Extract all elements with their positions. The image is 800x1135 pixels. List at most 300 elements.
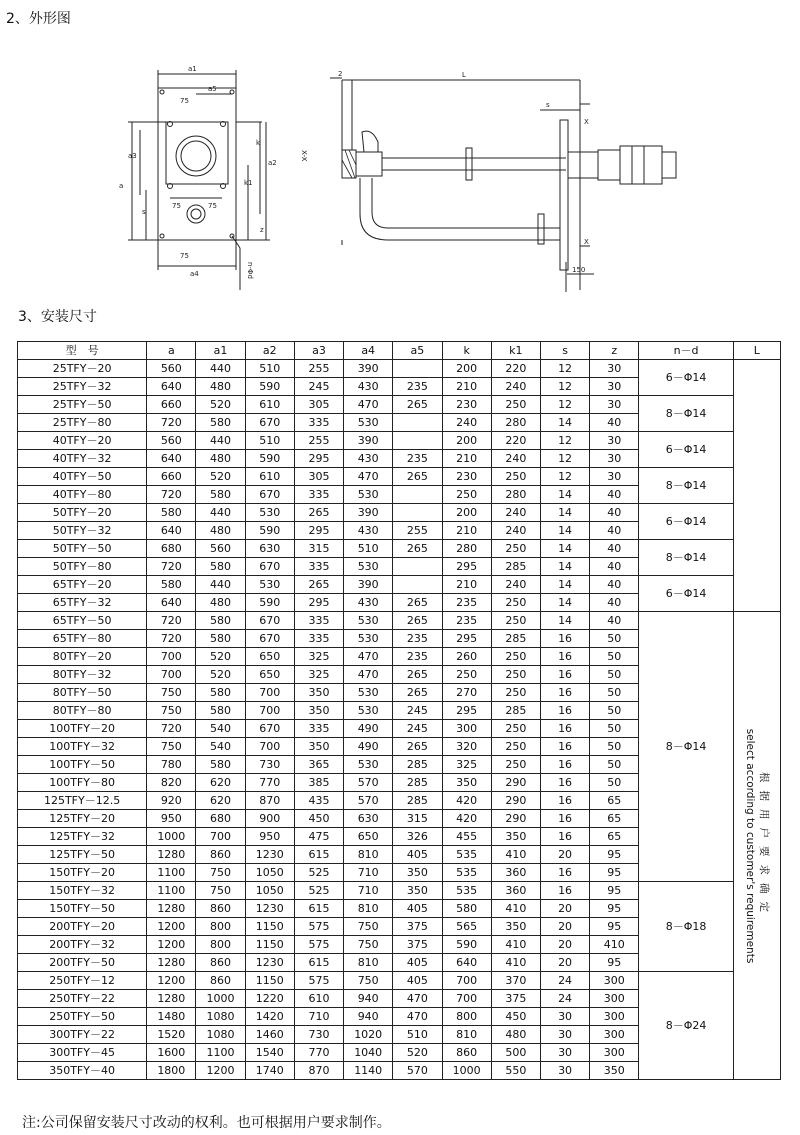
cell-a1: 680 <box>196 810 245 828</box>
cell-a4: 570 <box>344 774 393 792</box>
cell-k: 320 <box>442 738 491 756</box>
cell-a2: 700 <box>245 684 294 702</box>
cell-a1: 440 <box>196 504 245 522</box>
cell-a2: 1150 <box>245 936 294 954</box>
table-row <box>18 612 781 630</box>
cell-z: 410 <box>590 936 639 954</box>
cell-z: 30 <box>590 468 639 486</box>
cell-k1: 250 <box>491 648 540 666</box>
model-cell: 25TFY－80 <box>18 414 147 432</box>
cell-a5: 265 <box>393 396 442 414</box>
header-a4: a4 <box>344 342 393 360</box>
cell-s: 24 <box>540 972 589 990</box>
l-note-en: select according to customer's requirements <box>743 728 756 963</box>
label-a: a <box>119 182 124 190</box>
cell-a5: 235 <box>393 648 442 666</box>
cell-s: 16 <box>540 828 589 846</box>
base-plate <box>158 88 236 240</box>
cell-s: 20 <box>540 936 589 954</box>
label-a3: a3 <box>128 152 137 160</box>
cell-a2: 1230 <box>245 846 294 864</box>
label-section: X-X <box>300 150 308 162</box>
cell-a1: 580 <box>196 486 245 504</box>
cell-a4: 530 <box>344 558 393 576</box>
cell-k1: 350 <box>491 918 540 936</box>
cell-a1: 520 <box>196 648 245 666</box>
cell-a2: 670 <box>245 630 294 648</box>
table-row <box>18 360 781 378</box>
cell-a3: 335 <box>294 486 343 504</box>
cell-a3: 265 <box>294 576 343 594</box>
cell-a: 560 <box>147 432 196 450</box>
cell-a3: 245 <box>294 378 343 396</box>
cell-a1: 440 <box>196 576 245 594</box>
cell-a3: 325 <box>294 648 343 666</box>
cell-a3: 710 <box>294 1008 343 1026</box>
cell-a3: 350 <box>294 738 343 756</box>
cell-a3: 305 <box>294 468 343 486</box>
cell-z: 40 <box>590 612 639 630</box>
cell-a: 1100 <box>147 864 196 882</box>
cell-a5: 265 <box>393 540 442 558</box>
cell-a4: 530 <box>344 612 393 630</box>
cell-k1: 250 <box>491 594 540 612</box>
header-s: s <box>540 342 589 360</box>
cell-k1: 280 <box>491 486 540 504</box>
cell-a: 750 <box>147 738 196 756</box>
model-cell: 250TFY－50 <box>18 1008 147 1026</box>
cell-k: 565 <box>442 918 491 936</box>
cell-a4: 490 <box>344 738 393 756</box>
cell-a2: 670 <box>245 486 294 504</box>
cell-a3: 525 <box>294 882 343 900</box>
cell-a4: 1140 <box>344 1062 393 1080</box>
cell-a1: 480 <box>196 378 245 396</box>
cell-a2: 1220 <box>245 990 294 1008</box>
label-150: 150 <box>572 266 586 274</box>
cell-a1: 480 <box>196 522 245 540</box>
cell-z: 300 <box>590 972 639 990</box>
cell-a1: 440 <box>196 360 245 378</box>
cell-a4: 430 <box>344 522 393 540</box>
cell-a5: 235 <box>393 630 442 648</box>
cell-z: 30 <box>590 432 639 450</box>
model-cell: 200TFY－20 <box>18 918 147 936</box>
cell-k1: 240 <box>491 378 540 396</box>
header-a2: a2 <box>245 342 294 360</box>
model-cell: 100TFY－20 <box>18 720 147 738</box>
cell-a5 <box>393 576 442 594</box>
cell-a1: 520 <box>196 396 245 414</box>
cell-s: 16 <box>540 864 589 882</box>
cell-k: 455 <box>442 828 491 846</box>
cell-a: 660 <box>147 396 196 414</box>
cell-a1: 620 <box>196 792 245 810</box>
cell-s: 14 <box>540 504 589 522</box>
cell-a1: 860 <box>196 972 245 990</box>
cell-a1: 580 <box>196 630 245 648</box>
cell-k1: 240 <box>491 522 540 540</box>
model-cell: 200TFY－50 <box>18 954 147 972</box>
cell-z: 30 <box>590 396 639 414</box>
cell-a4: 1040 <box>344 1044 393 1062</box>
cell-a2: 1150 <box>245 918 294 936</box>
cell-a3: 730 <box>294 1026 343 1044</box>
cell-s: 20 <box>540 918 589 936</box>
model-cell: 125TFY－32 <box>18 828 147 846</box>
cell-a5: 265 <box>393 594 442 612</box>
cell-a2: 530 <box>245 504 294 522</box>
cell-a3: 255 <box>294 360 343 378</box>
cell-a5: 405 <box>393 846 442 864</box>
model-cell: 200TFY－32 <box>18 936 147 954</box>
cell-k1: 410 <box>491 936 540 954</box>
cell-z: 40 <box>590 558 639 576</box>
label-k: k <box>256 139 261 147</box>
cell-a3: 365 <box>294 756 343 774</box>
cell-a3: 325 <box>294 666 343 684</box>
table-row <box>18 504 781 522</box>
cell-a3: 575 <box>294 936 343 954</box>
cell-z: 50 <box>590 666 639 684</box>
cell-s: 16 <box>540 756 589 774</box>
cell-a1: 580 <box>196 414 245 432</box>
model-cell: 100TFY－50 <box>18 756 147 774</box>
cell-a5: 265 <box>393 468 442 486</box>
cell-a3: 350 <box>294 684 343 702</box>
cell-s: 16 <box>540 684 589 702</box>
cell-a5: 470 <box>393 990 442 1008</box>
model-cell: 150TFY－32 <box>18 882 147 900</box>
cell-s: 12 <box>540 378 589 396</box>
cell-a5: 255 <box>393 522 442 540</box>
cell-a1: 700 <box>196 828 245 846</box>
header-z: z <box>590 342 639 360</box>
cell-s: 14 <box>540 576 589 594</box>
cell-a: 700 <box>147 648 196 666</box>
cell-z: 40 <box>590 594 639 612</box>
cell-a3: 255 <box>294 432 343 450</box>
cell-k1: 285 <box>491 702 540 720</box>
cell-z: 40 <box>590 522 639 540</box>
cell-a2: 700 <box>245 702 294 720</box>
cell-k: 280 <box>442 540 491 558</box>
cell-a4: 510 <box>344 540 393 558</box>
l-cell-note <box>733 612 780 1080</box>
cell-k: 295 <box>442 630 491 648</box>
model-cell: 40TFY－20 <box>18 432 147 450</box>
cell-a: 640 <box>147 522 196 540</box>
cell-a3: 435 <box>294 792 343 810</box>
cell-s: 12 <box>540 432 589 450</box>
cell-s: 14 <box>540 486 589 504</box>
label-a4: a4 <box>190 270 199 278</box>
model-cell: 40TFY－32 <box>18 450 147 468</box>
cell-k1: 220 <box>491 432 540 450</box>
cell-k1: 285 <box>491 630 540 648</box>
cell-k: 860 <box>442 1044 491 1062</box>
model-cell: 65TFY－32 <box>18 594 147 612</box>
label-75-top: 75 <box>180 97 189 105</box>
cell-a2: 590 <box>245 450 294 468</box>
cell-s: 16 <box>540 702 589 720</box>
cell-k: 535 <box>442 882 491 900</box>
cell-s: 20 <box>540 900 589 918</box>
cell-k1: 250 <box>491 396 540 414</box>
label-x-top: X <box>584 118 589 126</box>
cell-a1: 750 <box>196 864 245 882</box>
cell-k1: 290 <box>491 810 540 828</box>
section-3-title: 3、安装尺寸 <box>18 309 97 325</box>
cell-s: 14 <box>540 522 589 540</box>
cell-a: 1200 <box>147 972 196 990</box>
cell-a1: 580 <box>196 558 245 576</box>
cell-a3: 335 <box>294 720 343 738</box>
cell-a3: 335 <box>294 630 343 648</box>
model-cell: 300TFY－45 <box>18 1044 147 1062</box>
cell-a: 1280 <box>147 846 196 864</box>
cell-k1: 410 <box>491 954 540 972</box>
nd-cell: 6－Φ14 <box>639 504 733 540</box>
l-cell-blank <box>733 360 780 612</box>
cell-a1: 800 <box>196 918 245 936</box>
cell-a1: 860 <box>196 846 245 864</box>
model-cell: 25TFY－50 <box>18 396 147 414</box>
cell-z: 95 <box>590 882 639 900</box>
model-cell: 50TFY－20 <box>18 504 147 522</box>
cell-a4: 710 <box>344 882 393 900</box>
model-cell: 50TFY－32 <box>18 522 147 540</box>
cell-k: 810 <box>442 1026 491 1044</box>
label-a2: a2 <box>268 159 277 167</box>
model-cell: 40TFY－80 <box>18 486 147 504</box>
cell-a4: 940 <box>344 990 393 1008</box>
cell-k: 295 <box>442 702 491 720</box>
cell-a4: 530 <box>344 414 393 432</box>
cell-k: 270 <box>442 684 491 702</box>
cell-k: 350 <box>442 774 491 792</box>
cell-a4: 390 <box>344 504 393 522</box>
cell-a1: 860 <box>196 954 245 972</box>
cell-a2: 530 <box>245 576 294 594</box>
nd-cell: 8－Φ14 <box>639 468 733 504</box>
cell-k: 700 <box>442 972 491 990</box>
cell-z: 40 <box>590 486 639 504</box>
cell-k: 590 <box>442 936 491 954</box>
cell-a1: 520 <box>196 468 245 486</box>
cell-k: 250 <box>442 666 491 684</box>
cell-a3: 315 <box>294 540 343 558</box>
table-row <box>18 576 781 594</box>
cell-k1: 350 <box>491 828 540 846</box>
cell-k: 295 <box>442 558 491 576</box>
cell-a: 1480 <box>147 1008 196 1026</box>
cell-a3: 335 <box>294 558 343 576</box>
model-cell: 300TFY－22 <box>18 1026 147 1044</box>
model-cell: 250TFY－12 <box>18 972 147 990</box>
model-cell: 65TFY－50 <box>18 612 147 630</box>
cell-k: 300 <box>442 720 491 738</box>
cell-s: 16 <box>540 648 589 666</box>
cell-a: 560 <box>147 360 196 378</box>
cell-a4: 810 <box>344 900 393 918</box>
cell-a5: 350 <box>393 864 442 882</box>
cell-a2: 590 <box>245 594 294 612</box>
header-a1: a1 <box>196 342 245 360</box>
cell-a2: 1740 <box>245 1062 294 1080</box>
cell-a4: 470 <box>344 468 393 486</box>
label-a5: a5 <box>208 85 217 93</box>
footnote: 注:公司保留安装尺寸改动的权利。也可根据用户要求制作。 <box>22 1115 391 1131</box>
label-L: L <box>462 71 466 79</box>
cell-a5: 265 <box>393 612 442 630</box>
cell-z: 95 <box>590 846 639 864</box>
model-cell: 80TFY－50 <box>18 684 147 702</box>
table-row <box>18 882 781 900</box>
cell-a5: 470 <box>393 1008 442 1026</box>
cell-k1: 410 <box>491 846 540 864</box>
header-a3: a3 <box>294 342 343 360</box>
cell-a1: 1080 <box>196 1008 245 1026</box>
cell-k1: 360 <box>491 864 540 882</box>
cell-a2: 1050 <box>245 882 294 900</box>
label-75-a: 75 <box>172 202 181 210</box>
cell-a4: 750 <box>344 936 393 954</box>
cell-a: 950 <box>147 810 196 828</box>
outline-drawing <box>0 40 800 295</box>
cell-s: 16 <box>540 774 589 792</box>
cell-s: 14 <box>540 540 589 558</box>
cell-k1: 250 <box>491 756 540 774</box>
nd-cell: 8－Φ14 <box>639 612 733 882</box>
cell-a1: 580 <box>196 612 245 630</box>
cell-a4: 490 <box>344 720 393 738</box>
cell-z: 300 <box>590 1026 639 1044</box>
cell-a: 720 <box>147 558 196 576</box>
cell-a: 750 <box>147 702 196 720</box>
table-row <box>18 432 781 450</box>
cell-a4: 570 <box>344 792 393 810</box>
cell-a3: 295 <box>294 450 343 468</box>
cell-k: 420 <box>442 810 491 828</box>
model-cell: 65TFY－20 <box>18 576 147 594</box>
model-cell: 25TFY－20 <box>18 360 147 378</box>
cell-k: 200 <box>442 360 491 378</box>
cell-a5: 405 <box>393 972 442 990</box>
cell-a4: 530 <box>344 756 393 774</box>
cell-a3: 265 <box>294 504 343 522</box>
cell-k: 535 <box>442 864 491 882</box>
model-cell: 250TFY－22 <box>18 990 147 1008</box>
cell-a4: 430 <box>344 378 393 396</box>
cell-a5: 245 <box>393 702 442 720</box>
cell-a1: 440 <box>196 432 245 450</box>
label-2: 2 <box>338 70 343 78</box>
cell-a3: 615 <box>294 846 343 864</box>
cell-a4: 940 <box>344 1008 393 1026</box>
model-cell: 80TFY－20 <box>18 648 147 666</box>
cell-a5: 375 <box>393 936 442 954</box>
cell-a4: 650 <box>344 828 393 846</box>
cell-a4: 750 <box>344 972 393 990</box>
cell-a5: 235 <box>393 378 442 396</box>
cell-a1: 560 <box>196 540 245 558</box>
cell-z: 50 <box>590 738 639 756</box>
cell-z: 65 <box>590 810 639 828</box>
cell-a3: 615 <box>294 900 343 918</box>
cell-s: 12 <box>540 468 589 486</box>
cell-a: 820 <box>147 774 196 792</box>
cell-a1: 1200 <box>196 1062 245 1080</box>
cell-a1: 580 <box>196 684 245 702</box>
cell-a5 <box>393 558 442 576</box>
cell-z: 65 <box>590 828 639 846</box>
cell-a5: 265 <box>393 738 442 756</box>
cell-k1: 250 <box>491 612 540 630</box>
cell-k1: 250 <box>491 720 540 738</box>
cell-a4: 1020 <box>344 1026 393 1044</box>
cell-a2: 670 <box>245 612 294 630</box>
label-nd: n-Φd <box>246 262 254 279</box>
cell-k1: 250 <box>491 540 540 558</box>
cell-s: 12 <box>540 396 589 414</box>
cell-a: 680 <box>147 540 196 558</box>
cell-a5: 285 <box>393 774 442 792</box>
header-n-d: n－d <box>639 342 733 360</box>
label-k1: k1 <box>244 179 253 187</box>
cell-s: 12 <box>540 360 589 378</box>
cell-k: 420 <box>442 792 491 810</box>
cell-a5 <box>393 360 442 378</box>
cell-k1: 370 <box>491 972 540 990</box>
cell-a3: 475 <box>294 828 343 846</box>
cell-k1: 480 <box>491 1026 540 1044</box>
cell-a2: 510 <box>245 360 294 378</box>
header-a5: a5 <box>393 342 442 360</box>
cell-k: 260 <box>442 648 491 666</box>
cell-s: 20 <box>540 954 589 972</box>
cell-a5: 245 <box>393 720 442 738</box>
cell-z: 40 <box>590 504 639 522</box>
cell-s: 16 <box>540 720 589 738</box>
cell-a5: 375 <box>393 918 442 936</box>
cell-a5: 235 <box>393 450 442 468</box>
cell-k1: 250 <box>491 684 540 702</box>
cell-a: 1200 <box>147 936 196 954</box>
cell-a: 750 <box>147 684 196 702</box>
cell-k1: 550 <box>491 1062 540 1080</box>
cell-k1: 240 <box>491 504 540 522</box>
cell-a4: 470 <box>344 666 393 684</box>
outlet-bore <box>187 205 205 223</box>
cell-a2: 670 <box>245 414 294 432</box>
cell-a3: 385 <box>294 774 343 792</box>
cell-k1: 280 <box>491 414 540 432</box>
cell-s: 14 <box>540 594 589 612</box>
cell-a5: 405 <box>393 900 442 918</box>
cell-a: 780 <box>147 756 196 774</box>
cell-k: 700 <box>442 990 491 1008</box>
cell-a2: 1150 <box>245 972 294 990</box>
cell-z: 40 <box>590 414 639 432</box>
header-k1: k1 <box>491 342 540 360</box>
cell-k: 535 <box>442 846 491 864</box>
model-cell: 125TFY－20 <box>18 810 147 828</box>
model-cell: 150TFY－20 <box>18 864 147 882</box>
cell-a5 <box>393 414 442 432</box>
label-x-bottom: X <box>584 238 589 246</box>
cell-a2: 650 <box>245 648 294 666</box>
